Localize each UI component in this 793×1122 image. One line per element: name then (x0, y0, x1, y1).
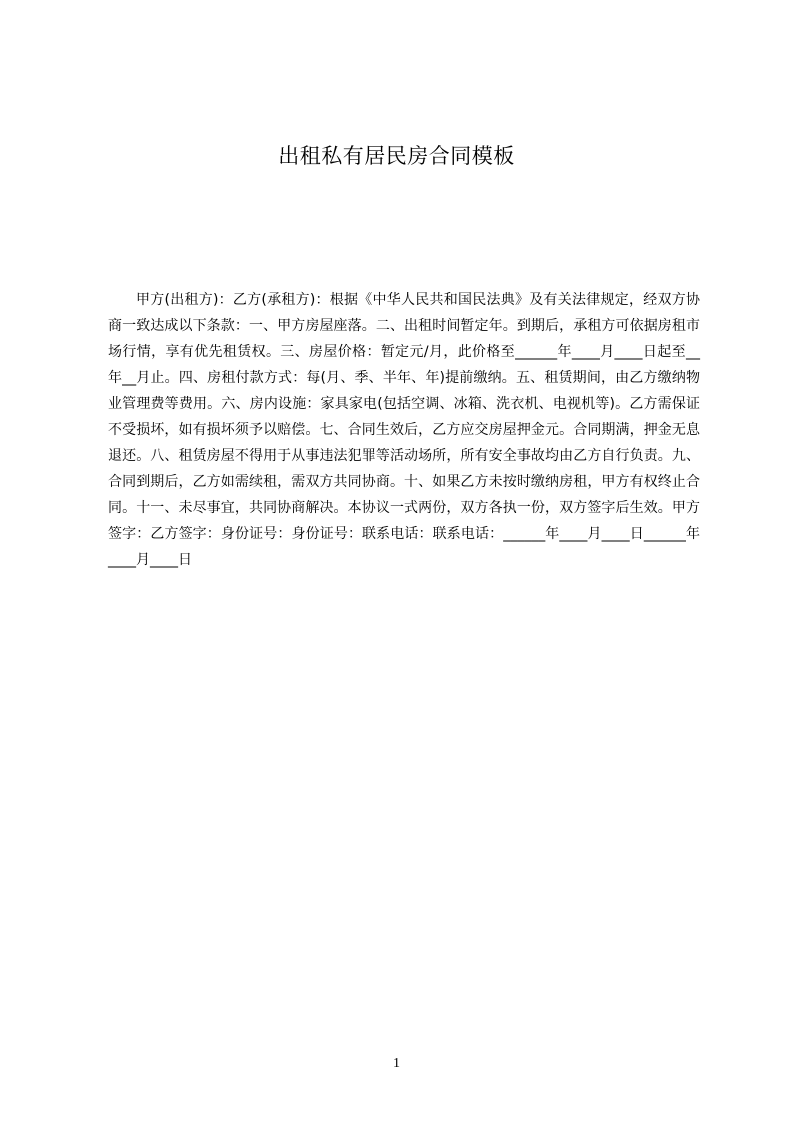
page-number: 1 (393, 1056, 400, 1071)
contract-body-paragraph: 甲方(出租方)：乙方(承租方)：根据《中华人民共和国民法典》及有关法律规定，经双方协商一致达成以下条款：一、甲方房屋座落。二、出租时间暂定年。到期后，承租方可依据房租市场行情，享有优先租赁权。三、房屋价格：暂定元/月，此价格至______年____月____日起至__年__月止。四、房租付款方式：每(月、季、半年、年)提前缴纳。五、租赁期间，由乙方缴纳物业管理费等费用。六、房内设施：家具家电(包括空调、冰箱、洗衣机、电视机等)。乙方需保证不受损坏，如有损坏须予以赔偿。七、合同生效后，乙方应交房屋押金元。合同期满，押金无息退还。八、租赁房屋不得用于从事违法犯罪等活动场所，所有安全事故均由乙方自行负责。九、合同到期后，乙方如需续租，需双方共同协商。十、如果乙方未按时缴纳房租，甲方有权终止合同。十一、未尽事宜，共同协商解决。本协议一式两份，双方各执一份，双方签字后生效。甲方签字：乙方签字：身份证号：身份证号：联系电话：联系电话：______年____月____日______年____月____日 (108, 292, 700, 568)
document-title: 出租私有居民房合同模板 (278, 144, 515, 168)
